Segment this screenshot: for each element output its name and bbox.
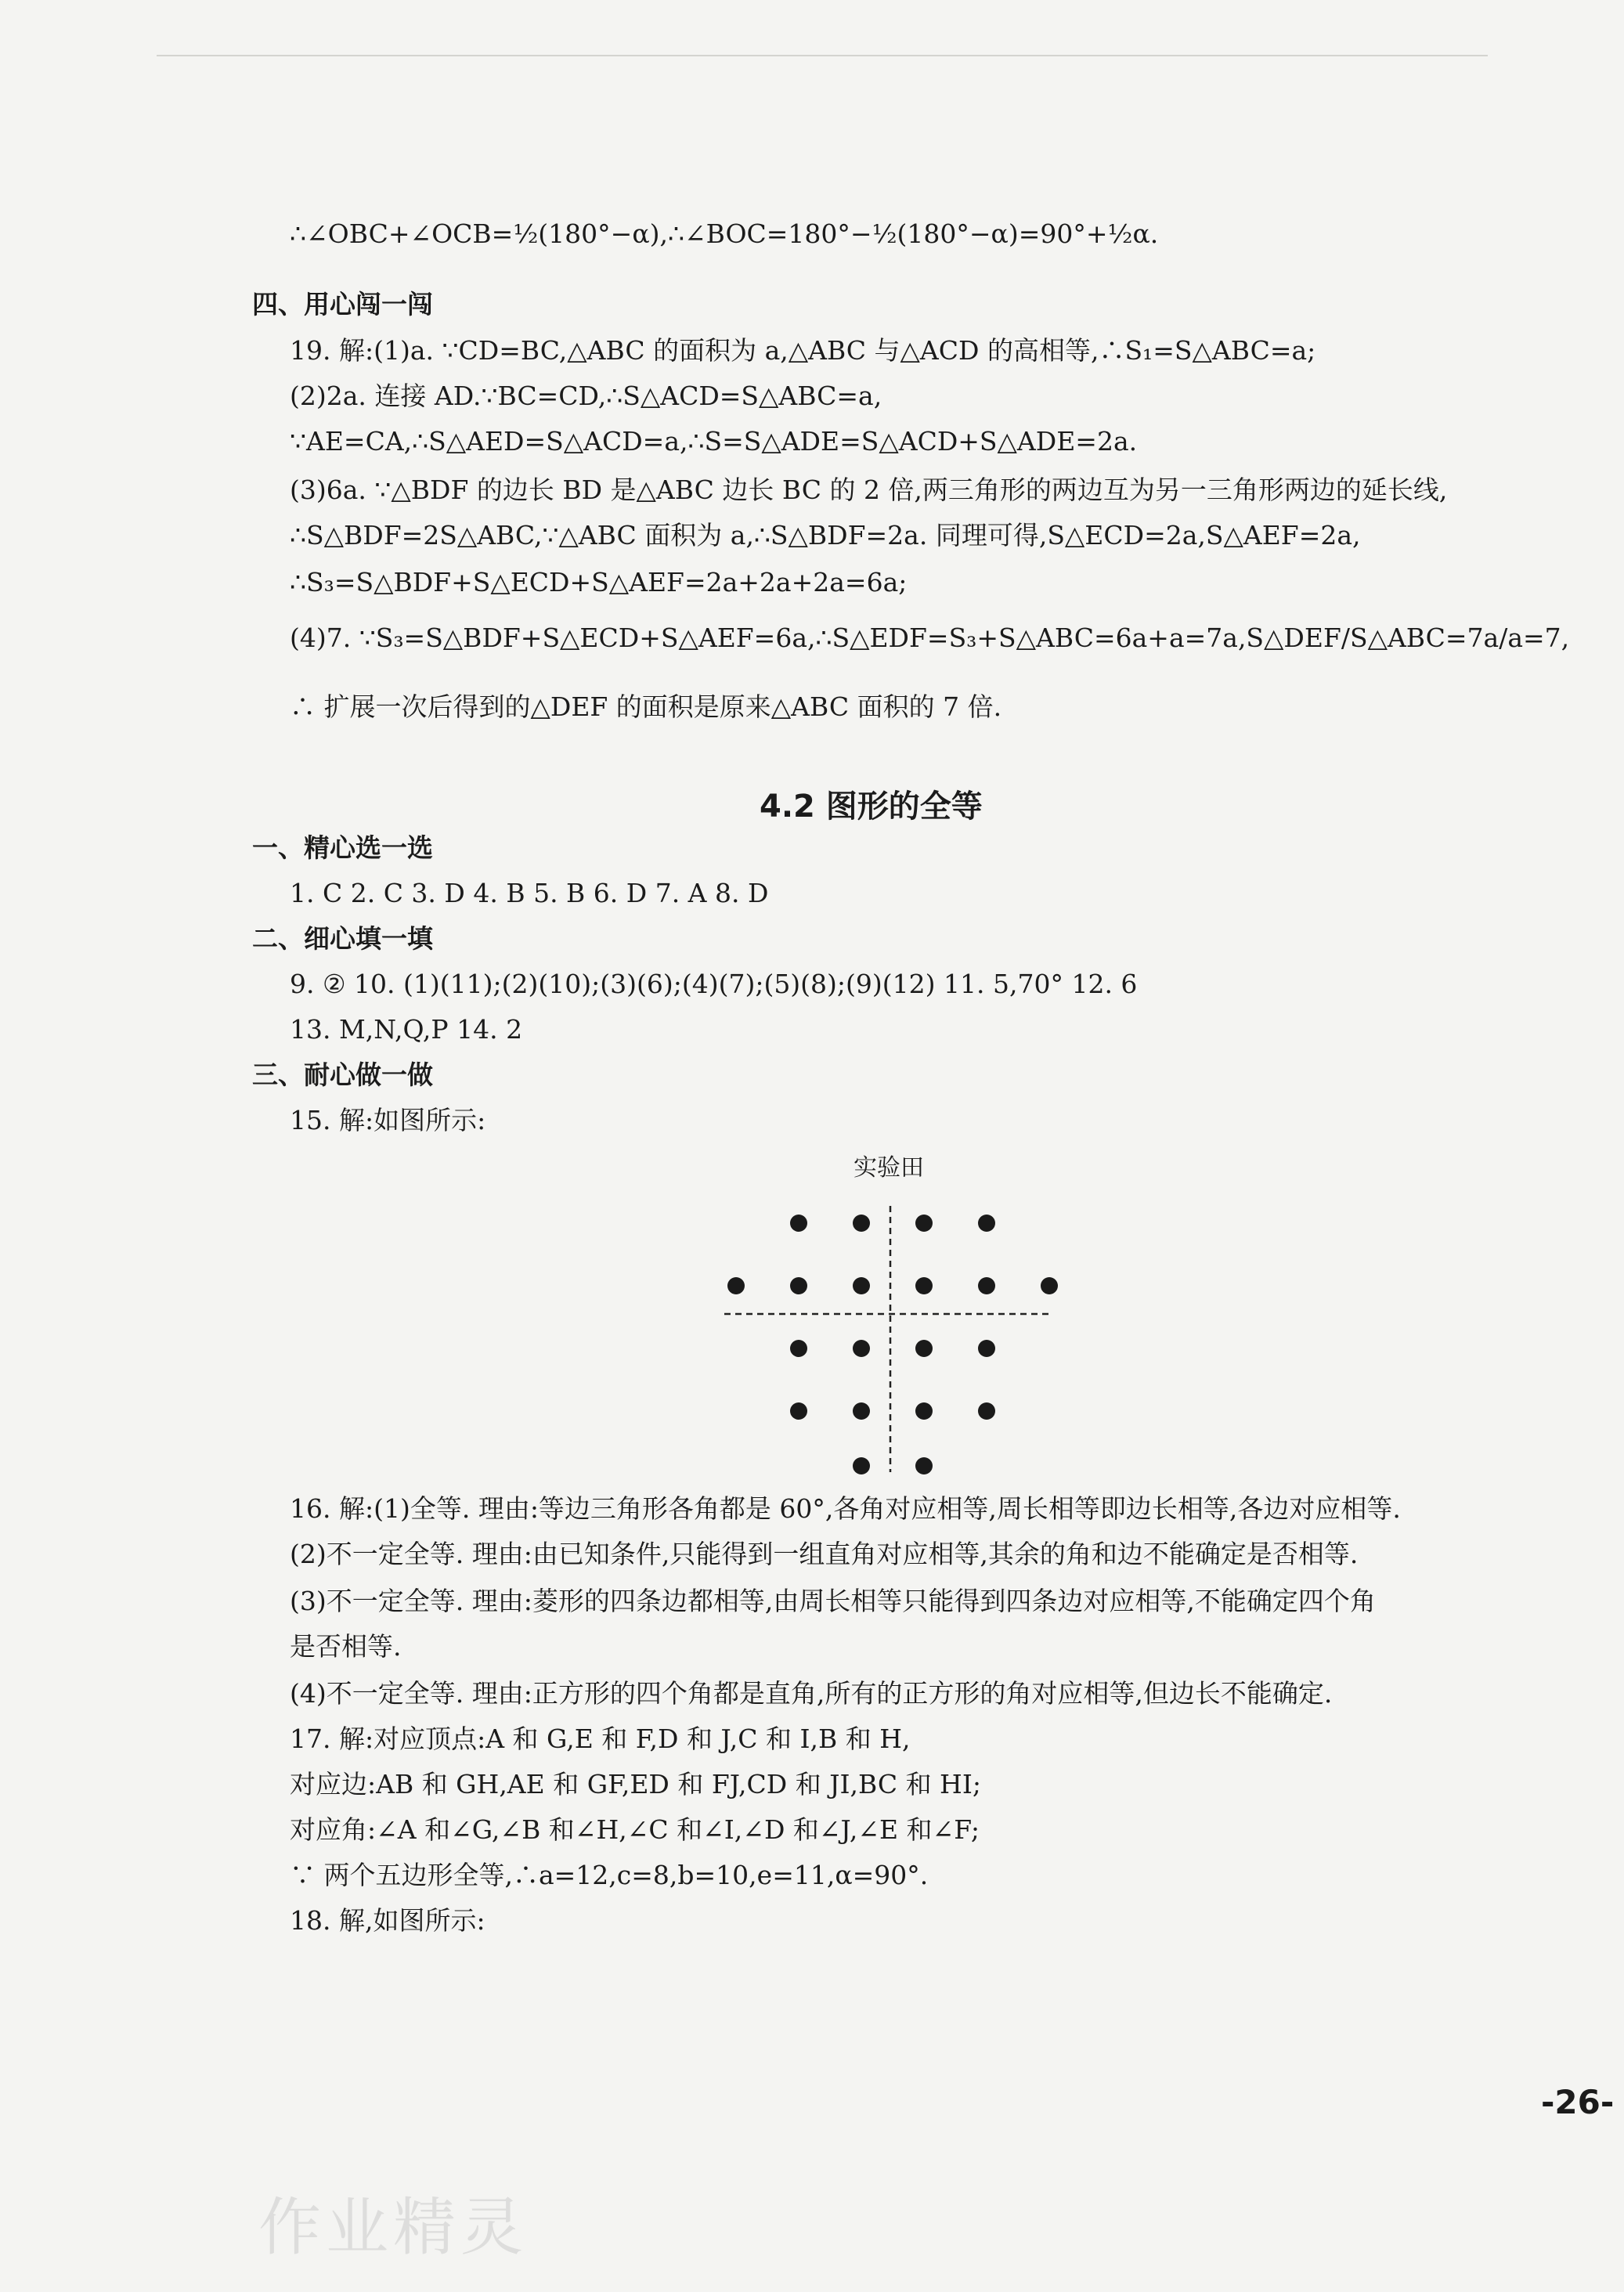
problem-18: 18. 解,如图所示: — [290, 1905, 485, 1936]
field-figure — [705, 1190, 1096, 1488]
choice-answers: 1. C 2. C 3. D 4. B 5. B 6. D 7. A 8. D — [290, 878, 769, 908]
problem-16-part-3b: 是否相等. — [290, 1631, 402, 1662]
dot — [915, 1215, 933, 1232]
problem-17-values: ∵ 两个五边形全等,∴a=12,c=8,b=10,e=11,α=90°. — [290, 1860, 929, 1890]
dot — [853, 1277, 870, 1294]
section-heading-4: 四、用心闯一闯 — [252, 289, 433, 319]
section-title-4-2: 4.2 图形的全等 — [760, 789, 983, 825]
dot — [790, 1215, 807, 1232]
dot — [1041, 1277, 1058, 1294]
dot — [978, 1340, 995, 1357]
dot — [853, 1402, 870, 1420]
fill-answers-1: 9. ② 10. (1)(11);(2)(10);(3)(6);(4)(7);(5)(8);(9)(12) 11. 5,70° 12. 6 — [290, 969, 1138, 999]
problem-17-angles: 对应角:∠A 和∠G,∠B 和∠H,∠C 和∠I,∠D 和∠J,∠E 和∠F; — [290, 1814, 980, 1845]
problem-15: 15. 解:如图所示: — [290, 1105, 486, 1135]
dot — [915, 1457, 933, 1474]
problem-17-vertices: 17. 解:对应顶点:A 和 G,E 和 F,D 和 J,C 和 I,B 和 H, — [290, 1724, 911, 1754]
section-heading-1: 一、精心选一选 — [252, 832, 433, 863]
fill-answers-2: 13. M,N,Q,P 14. 2 — [290, 1014, 523, 1045]
problem-17-sides: 对应边:AB 和 GH,AE 和 GF,ED 和 FJ,CD 和 JI,BC 和 HI; — [290, 1769, 981, 1799]
problem-16-part-1: 16. 解:(1)全等. 理由:等边三角形各角都是 60°,各角对应相等,周长相等即边长相等,各边对应相等. — [290, 1493, 1401, 1524]
problem-16-part-2: (2)不一定全等. 理由:由已知条件,只能得到一组直角对应相等,其余的角和边不能确定是否相等. — [290, 1539, 1359, 1569]
figure-caption: 实验田 — [854, 1154, 924, 1182]
text-line-1: ∴∠OBC+∠OCB=½(180°−α),∴∠BOC=180°−½(180°−α)=90°+½α. — [290, 218, 1159, 249]
dot — [790, 1277, 807, 1294]
dots — [727, 1215, 1058, 1474]
dot — [853, 1340, 870, 1357]
problem-19-part-3: (3)6a. ∵△BDF 的边长 BD 是△ABC 边长 BC 的 2 倍,两三角形的两边互为另一三角形两边的延长线, — [290, 475, 1448, 505]
problem-19-part-2: (2)2a. 连接 AD.∵BC=CD,∴S△ACD=S△ABC=a, — [290, 381, 882, 411]
dot — [915, 1277, 933, 1294]
watermark-logo: 作业精灵 — [258, 2191, 528, 2264]
dot — [915, 1340, 933, 1357]
dot — [978, 1215, 995, 1232]
problem-16-part-4: (4)不一定全等. 理由:正方形的四个角都是直角,所有的正方形的角对应相等,但边长不能确定. — [290, 1678, 1333, 1709]
dot — [853, 1457, 870, 1474]
problem-19-part-4: (4)7. ∵S₃=S△BDF+S△ECD+S△AEF=6a,∴S△EDF=S₃+S△ABC=6a+a=7a,S△DEF/S△ABC=7a/a=7, — [290, 623, 1570, 653]
dot — [978, 1402, 995, 1420]
problem-16-part-3: (3)不一定全等. 理由:菱形的四条边都相等,由周长相等只能得到四条边对应相等,不能确定四个角 — [290, 1586, 1376, 1616]
dot — [853, 1215, 870, 1232]
section-heading-3: 三、耐心做一做 — [252, 1059, 433, 1090]
section-heading-2: 二、细心填一填 — [252, 923, 433, 954]
problem-19-conclusion: ∴ 扩展一次后得到的△DEF 的面积是原来△ABC 面积的 7 倍. — [290, 691, 1002, 722]
top-rule — [157, 55, 1488, 56]
dot — [790, 1402, 807, 1420]
dot — [727, 1277, 745, 1294]
problem-19-part-3c: ∴S₃=S△BDF+S△ECD+S△AEF=2a+2a+2a=6a; — [290, 567, 908, 597]
dot — [978, 1277, 995, 1294]
dot — [915, 1402, 933, 1420]
dot — [790, 1340, 807, 1357]
problem-19-part-3b: ∴S△BDF=2S△ABC,∵△ABC 面积为 a,∴S△BDF=2a. 同理可得,S△ECD=2a,S△AEF=2a, — [290, 520, 1361, 550]
page-number: -26- — [1541, 2083, 1615, 2121]
problem-19-part-1: 19. 解:(1)a. ∵CD=BC,△ABC 的面积为 a,△ABC 与△ACD 的高相等,∴S₁=S△ABC=a; — [290, 335, 1316, 366]
problem-19-part-2b: ∵AE=CA,∴S△AED=S△ACD=a,∴S=S△ADE=S△ACD+S△ADE=2a. — [290, 426, 1138, 457]
